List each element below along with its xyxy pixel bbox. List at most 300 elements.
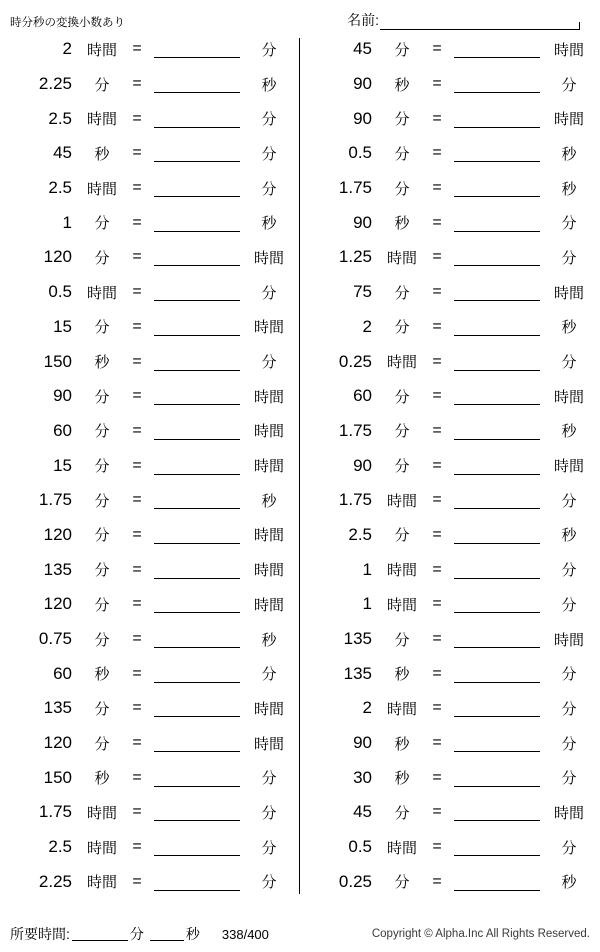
problem-value: 135 <box>343 663 372 683</box>
problem-row <box>306 448 594 483</box>
problem-value: 1 <box>62 212 72 232</box>
equals-sign: = <box>132 491 142 509</box>
answer-blank[interactable] <box>450 74 544 94</box>
problem-target-unit: 分 <box>561 215 577 233</box>
equals-sign: = <box>132 213 142 231</box>
problem-value: 1.75 <box>338 420 372 440</box>
problem-value: 0.25 <box>338 871 372 891</box>
time-seconds-input[interactable] <box>150 927 184 941</box>
equals-sign: = <box>432 525 442 543</box>
answer-blank[interactable] <box>150 768 244 788</box>
answer-blank[interactable] <box>450 802 544 822</box>
problem-target-unit: 時間 <box>253 562 284 580</box>
time-minutes-input[interactable] <box>72 927 128 941</box>
copyright-notice: Copyright © Alpha.Inc All Rights Reserved. <box>371 928 590 940</box>
equals-sign: = <box>432 734 442 752</box>
equals-sign: = <box>132 144 142 162</box>
problem-source-unit: 分 <box>94 527 110 545</box>
problem-target-unit: 分 <box>561 76 577 94</box>
equals-sign: = <box>132 768 142 786</box>
problem-source-unit: 時間 <box>86 111 117 129</box>
problem-source-unit: 分 <box>94 458 110 476</box>
name-field-group <box>347 10 580 30</box>
problem-row <box>306 32 594 67</box>
equals-sign: = <box>432 387 442 405</box>
problem-row <box>306 344 594 379</box>
equals-sign: = <box>432 664 442 682</box>
answer-blank[interactable] <box>150 213 244 233</box>
answer-blank[interactable] <box>450 490 544 510</box>
problem-target-unit: 時間 <box>553 111 584 129</box>
problem-row <box>6 171 294 206</box>
problem-target-unit: 分 <box>561 700 577 718</box>
problem-value: 120 <box>43 733 72 753</box>
problem-source-unit: 分 <box>394 145 410 163</box>
problem-source-unit: 時間 <box>86 804 117 822</box>
problem-target-unit: 秒 <box>561 319 577 337</box>
equals-sign: = <box>432 317 442 335</box>
problem-target-unit: 秒 <box>261 492 277 510</box>
equals-sign: = <box>432 595 442 613</box>
problem-row <box>306 310 594 345</box>
problem-source-unit: 時間 <box>386 839 417 857</box>
answer-blank[interactable] <box>150 802 244 822</box>
equals-sign: = <box>432 109 442 127</box>
worksheet-header <box>0 0 600 30</box>
problem-row <box>6 310 294 345</box>
answer-blank[interactable] <box>150 837 244 857</box>
problem-source-unit: 分 <box>94 76 110 94</box>
problem-source-unit: 秒 <box>394 76 410 94</box>
problem-value: 150 <box>43 767 72 787</box>
answer-blank[interactable] <box>150 247 244 267</box>
equals-sign: = <box>432 179 442 197</box>
problem-row <box>306 622 594 657</box>
problem-row <box>6 518 294 553</box>
problem-row <box>6 552 294 587</box>
worksheet-footer <box>0 916 600 952</box>
problem-target-unit: 分 <box>261 41 277 59</box>
problem-target-unit: 時間 <box>253 527 284 545</box>
problem-source-unit: 分 <box>394 319 410 337</box>
answer-blank[interactable] <box>150 386 244 406</box>
problem-value: 2.5 <box>48 837 72 857</box>
column-divider <box>299 38 300 894</box>
problem-row <box>306 136 594 171</box>
equals-sign: = <box>132 179 142 197</box>
equals-sign: = <box>132 699 142 717</box>
problem-source-unit: 分 <box>94 735 110 753</box>
problem-source-unit: 分 <box>394 111 410 129</box>
problem-row <box>306 830 594 865</box>
equals-sign: = <box>432 40 442 58</box>
problem-value: 90 <box>353 455 372 475</box>
problem-row <box>6 448 294 483</box>
problem-source-unit: 分 <box>394 41 410 59</box>
problem-target-unit: 時間 <box>253 388 284 406</box>
problem-source-unit: 分 <box>94 596 110 614</box>
answer-blank[interactable] <box>450 872 544 892</box>
answer-blank[interactable] <box>150 525 244 545</box>
problem-value: 90 <box>353 212 372 232</box>
problem-row <box>306 275 594 310</box>
problem-target-unit: 時間 <box>553 284 584 302</box>
answer-blank[interactable] <box>150 143 244 163</box>
equals-sign: = <box>432 283 442 301</box>
problem-row <box>6 830 294 865</box>
answer-blank[interactable] <box>150 74 244 94</box>
problem-value: 135 <box>343 629 372 649</box>
equals-sign: = <box>432 768 442 786</box>
problem-row <box>6 67 294 102</box>
answer-blank[interactable] <box>450 629 544 649</box>
problem-source-unit: 秒 <box>394 770 410 788</box>
time-minutes-unit: 分 <box>129 926 144 942</box>
problem-value: 135 <box>43 698 72 718</box>
answer-blank[interactable] <box>450 282 544 302</box>
problem-source-unit: 分 <box>394 631 410 649</box>
problem-value: 1.75 <box>38 802 72 822</box>
problem-target-unit: 時間 <box>553 804 584 822</box>
problem-target-unit: 時間 <box>253 700 284 718</box>
problem-value: 30 <box>353 767 372 787</box>
problem-row <box>6 240 294 275</box>
answer-blank[interactable] <box>150 560 244 580</box>
problem-source-unit: 分 <box>94 388 110 406</box>
problem-value: 60 <box>53 420 72 440</box>
problem-target-unit: 分 <box>261 804 277 822</box>
equals-sign: = <box>432 248 442 266</box>
problem-value: 2 <box>62 39 72 59</box>
problem-source-unit: 分 <box>394 804 410 822</box>
problem-target-unit: 分 <box>261 145 277 163</box>
answer-blank[interactable] <box>450 664 544 684</box>
answer-blank[interactable] <box>450 525 544 545</box>
equals-sign: = <box>432 144 442 162</box>
problem-target-unit: 時間 <box>253 735 284 753</box>
problem-source-unit: 時間 <box>86 180 117 198</box>
answer-blank[interactable] <box>450 143 544 163</box>
problem-target-unit: 秒 <box>561 527 577 545</box>
problem-row <box>306 691 594 726</box>
problem-value: 60 <box>53 663 72 683</box>
problem-row <box>306 656 594 691</box>
problem-target-unit: 秒 <box>261 215 277 233</box>
problem-row <box>6 483 294 518</box>
problem-source-unit: 時間 <box>386 492 417 510</box>
problem-source-unit: 秒 <box>394 215 410 233</box>
problem-value: 135 <box>43 559 72 579</box>
problem-row <box>6 865 294 900</box>
answer-blank[interactable] <box>150 178 244 198</box>
answer-blank[interactable] <box>150 629 244 649</box>
answer-blank[interactable] <box>450 386 544 406</box>
problem-source-unit: 秒 <box>394 735 410 753</box>
problem-target-unit: 分 <box>561 249 577 267</box>
problem-source-unit: 時間 <box>386 249 417 267</box>
equals-sign: = <box>432 456 442 474</box>
problem-source-unit: 分 <box>394 180 410 198</box>
time-seconds-unit: 秒 <box>185 926 200 942</box>
problem-source-unit: 分 <box>94 215 110 233</box>
equals-sign: = <box>432 75 442 93</box>
problem-source-unit: 分 <box>394 527 410 545</box>
problem-source-unit: 時間 <box>386 354 417 372</box>
problem-value: 1 <box>362 594 372 614</box>
name-input-rule[interactable] <box>380 15 580 30</box>
equals-sign: = <box>132 630 142 648</box>
equals-sign: = <box>432 421 442 439</box>
problem-target-unit: 秒 <box>561 180 577 198</box>
answer-blank[interactable] <box>150 733 244 753</box>
answer-blank[interactable] <box>450 594 544 614</box>
problem-target-unit: 分 <box>561 562 577 580</box>
problem-target-unit: 時間 <box>553 458 584 476</box>
problem-target-unit: 分 <box>261 770 277 788</box>
page-identifier: 338/400 <box>221 926 269 942</box>
problem-value: 2.5 <box>48 178 72 198</box>
problem-value: 2.5 <box>348 524 372 544</box>
problem-value: 2 <box>362 698 372 718</box>
problem-row <box>306 414 594 449</box>
problem-source-unit: 分 <box>94 562 110 580</box>
equals-sign: = <box>432 803 442 821</box>
problem-source-unit: 分 <box>394 874 410 892</box>
answer-blank[interactable] <box>150 698 244 718</box>
problem-target-unit: 分 <box>561 596 577 614</box>
problem-row <box>6 795 294 830</box>
problem-row <box>306 379 594 414</box>
problem-target-unit: 時間 <box>553 631 584 649</box>
problem-value: 2.25 <box>38 74 72 94</box>
problem-source-unit: 時間 <box>86 41 117 59</box>
problem-source-unit: 秒 <box>94 354 110 372</box>
answer-blank[interactable] <box>450 837 544 857</box>
equals-sign: = <box>132 40 142 58</box>
problem-value: 1.75 <box>38 490 72 510</box>
problem-source-unit: 分 <box>394 458 410 476</box>
problem-row <box>306 865 594 900</box>
problem-value: 0.5 <box>348 143 372 163</box>
equals-sign: = <box>132 283 142 301</box>
problem-target-unit: 分 <box>561 666 577 684</box>
equals-sign: = <box>432 213 442 231</box>
problem-target-unit: 時間 <box>253 423 284 441</box>
problem-row <box>306 795 594 830</box>
problem-target-unit: 時間 <box>253 319 284 337</box>
time-taken-label: 所要時間: <box>10 926 70 942</box>
problem-source-unit: 分 <box>394 423 410 441</box>
answer-blank[interactable] <box>150 352 244 372</box>
problem-row <box>306 483 594 518</box>
problem-value: 120 <box>43 524 72 544</box>
problem-source-unit: 分 <box>94 631 110 649</box>
problem-value: 75 <box>353 282 372 302</box>
answer-blank[interactable] <box>450 768 544 788</box>
problem-row <box>6 414 294 449</box>
problem-target-unit: 分 <box>261 180 277 198</box>
answer-blank[interactable] <box>150 456 244 476</box>
problem-row <box>306 518 594 553</box>
problem-value: 1.75 <box>338 490 372 510</box>
problem-target-unit: 時間 <box>253 458 284 476</box>
answer-blank[interactable] <box>150 39 244 59</box>
equals-sign: = <box>132 560 142 578</box>
problem-value: 0.25 <box>338 351 372 371</box>
problem-source-unit: 秒 <box>394 666 410 684</box>
problem-row <box>306 171 594 206</box>
problem-value: 90 <box>353 74 372 94</box>
equals-sign: = <box>132 838 142 856</box>
problem-source-unit: 分 <box>94 492 110 510</box>
problem-row <box>306 760 594 795</box>
problem-value: 0.5 <box>348 837 372 857</box>
equals-sign: = <box>432 838 442 856</box>
problem-value: 120 <box>43 594 72 614</box>
answer-blank[interactable] <box>150 109 244 129</box>
problem-source-unit: 分 <box>94 319 110 337</box>
problem-target-unit: 分 <box>261 354 277 372</box>
problem-value: 1.25 <box>338 247 372 267</box>
answer-blank[interactable] <box>450 247 544 267</box>
answer-blank[interactable] <box>450 178 544 198</box>
answer-blank[interactable] <box>450 421 544 441</box>
problem-value: 90 <box>53 386 72 406</box>
problem-row <box>306 552 594 587</box>
problem-row <box>6 275 294 310</box>
problem-target-unit: 秒 <box>261 76 277 94</box>
answer-blank[interactable] <box>450 317 544 337</box>
equals-sign: = <box>432 560 442 578</box>
problem-row <box>6 32 294 67</box>
answer-blank[interactable] <box>150 664 244 684</box>
answer-blank[interactable] <box>150 317 244 337</box>
problem-value: 45 <box>353 802 372 822</box>
problem-value: 1.75 <box>338 178 372 198</box>
problem-target-unit: 秒 <box>561 145 577 163</box>
problem-target-unit: 時間 <box>553 388 584 406</box>
problem-row <box>6 587 294 622</box>
equals-sign: = <box>432 491 442 509</box>
problem-row <box>6 205 294 240</box>
problem-row <box>6 726 294 761</box>
answer-blank[interactable] <box>150 490 244 510</box>
problem-source-unit: 時間 <box>86 874 117 892</box>
problem-value: 120 <box>43 247 72 267</box>
problem-row <box>6 136 294 171</box>
answer-blank[interactable] <box>150 872 244 892</box>
problem-target-unit: 時間 <box>253 596 284 614</box>
left-problem-column <box>0 32 300 910</box>
problem-source-unit: 分 <box>94 700 110 718</box>
answer-blank[interactable] <box>450 109 544 129</box>
equals-sign: = <box>432 630 442 648</box>
problem-value: 60 <box>353 386 372 406</box>
problem-value: 15 <box>53 455 72 475</box>
equals-sign: = <box>132 352 142 370</box>
problem-target-unit: 分 <box>261 111 277 129</box>
answer-blank[interactable] <box>150 421 244 441</box>
answer-blank[interactable] <box>450 698 544 718</box>
problem-target-unit: 時間 <box>253 249 284 267</box>
problem-source-unit: 秒 <box>94 666 110 684</box>
equals-sign: = <box>132 734 142 752</box>
problem-row <box>6 101 294 136</box>
problem-source-unit: 時間 <box>386 596 417 614</box>
equals-sign: = <box>132 248 142 266</box>
equals-sign: = <box>132 595 142 613</box>
equals-sign: = <box>132 664 142 682</box>
problem-row <box>6 344 294 379</box>
equals-sign: = <box>432 352 442 370</box>
problem-target-unit: 分 <box>261 284 277 302</box>
problem-source-unit: 秒 <box>94 770 110 788</box>
problem-value: 2.25 <box>38 871 72 891</box>
equals-sign: = <box>132 317 142 335</box>
problem-value: 150 <box>43 351 72 371</box>
equals-sign: = <box>132 421 142 439</box>
problem-source-unit: 分 <box>94 423 110 441</box>
answer-blank[interactable] <box>450 352 544 372</box>
problem-row <box>6 691 294 726</box>
answer-blank[interactable] <box>450 39 544 59</box>
equals-sign: = <box>432 699 442 717</box>
problem-target-unit: 分 <box>561 735 577 753</box>
problem-value: 1 <box>362 559 372 579</box>
problem-row <box>306 205 594 240</box>
problem-row <box>306 67 594 102</box>
problem-source-unit: 分 <box>94 249 110 267</box>
answer-blank[interactable] <box>450 733 544 753</box>
problem-row <box>6 379 294 414</box>
problem-target-unit: 分 <box>261 839 277 857</box>
problem-value: 45 <box>53 143 72 163</box>
answer-blank[interactable] <box>450 213 544 233</box>
answer-blank[interactable] <box>450 560 544 580</box>
problem-row <box>306 587 594 622</box>
problem-target-unit: 秒 <box>561 423 577 441</box>
equals-sign: = <box>132 387 142 405</box>
answer-blank[interactable] <box>450 456 544 476</box>
equals-sign: = <box>132 75 142 93</box>
problem-source-unit: 時間 <box>386 562 417 580</box>
problem-target-unit: 分 <box>561 770 577 788</box>
problem-row <box>6 656 294 691</box>
problem-source-unit: 時間 <box>386 700 417 718</box>
equals-sign: = <box>132 456 142 474</box>
problem-source-unit: 時間 <box>86 284 117 302</box>
answer-blank[interactable] <box>150 282 244 302</box>
problem-row <box>6 622 294 657</box>
problem-source-unit: 時間 <box>86 839 117 857</box>
name-rule-end-tick <box>579 22 580 30</box>
problem-value: 0.5 <box>48 282 72 302</box>
problem-row <box>6 760 294 795</box>
problem-target-unit: 分 <box>261 666 277 684</box>
problem-value: 90 <box>353 733 372 753</box>
page-title: 時分秒の変換小数あり <box>10 17 125 29</box>
problem-row <box>306 240 594 275</box>
answer-blank[interactable] <box>150 594 244 614</box>
problem-row <box>306 726 594 761</box>
problem-source-unit: 分 <box>394 284 410 302</box>
problem-source-unit: 分 <box>394 388 410 406</box>
equals-sign: = <box>432 872 442 890</box>
right-problem-column <box>300 32 600 910</box>
problem-target-unit: 時間 <box>553 41 584 59</box>
problem-target-unit: 分 <box>261 874 277 892</box>
problem-target-unit: 秒 <box>261 631 277 649</box>
